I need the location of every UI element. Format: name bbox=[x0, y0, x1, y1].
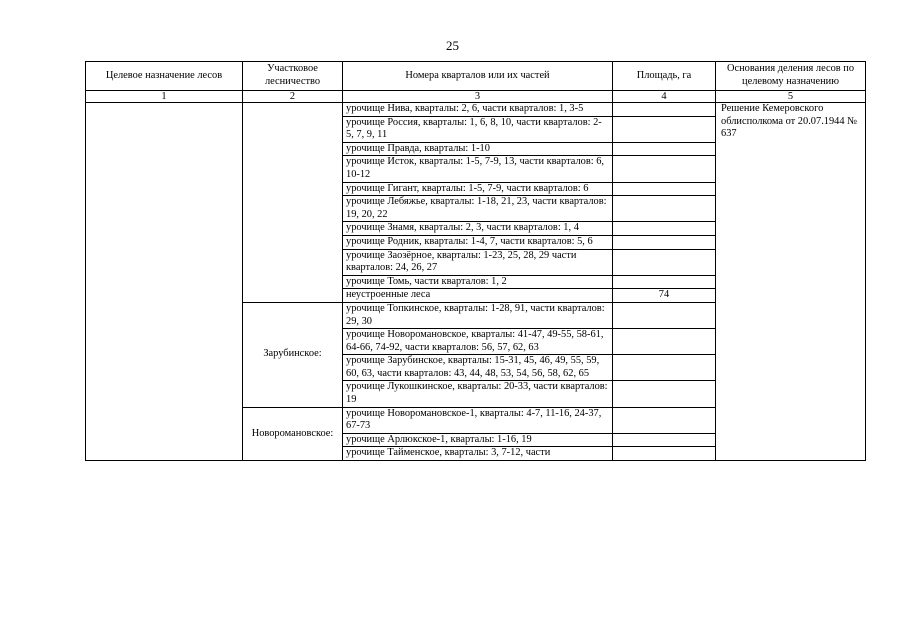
quarters-cell: урочище Гигант, кварталы: 1-5, 7-9, части кварталов: 6 bbox=[343, 182, 613, 196]
quarters-cell: урочище Новоромановское, кварталы: 41-47, 49-55, 58-61, 64-66, 74-92, части кварталов: 56, 57, 62, 63 bbox=[343, 329, 613, 355]
area-cell bbox=[613, 182, 716, 196]
quarters-cell: урочище Томь, части кварталов: 1, 2 bbox=[343, 275, 613, 289]
quarters-cell: урочище Нива, кварталы: 2, 6, части кварталов: 1, 3-5 bbox=[343, 103, 613, 117]
quarters-cell: урочище Лебяжье, кварталы: 1-18, 21, 23, части кварталов: 19, 20, 22 bbox=[343, 196, 613, 222]
area-cell bbox=[613, 355, 716, 381]
forest-purpose-table bbox=[85, 61, 866, 461]
column-number-row bbox=[86, 91, 866, 103]
area-cell bbox=[613, 196, 716, 222]
header-forestry: Участковое лесничество bbox=[243, 62, 343, 91]
quarters-cell: урочище Арлюкское-1, кварталы: 1-16, 19 bbox=[343, 433, 613, 447]
table-row bbox=[86, 103, 866, 117]
column-number: 2 bbox=[243, 91, 343, 103]
area-cell bbox=[613, 116, 716, 142]
column-number: 1 bbox=[86, 91, 243, 103]
forestry-cell: Новороманoвское: bbox=[243, 407, 343, 460]
header-row bbox=[86, 62, 866, 91]
area-cell bbox=[613, 407, 716, 433]
header-quarters: Номера кварталов или их частей bbox=[343, 62, 613, 91]
area-cell bbox=[613, 142, 716, 156]
quarters-cell: урочище Новороманoвское-1, кварталы: 4-7, 11-16, 24-37, 67-73 bbox=[343, 407, 613, 433]
area-cell bbox=[613, 329, 716, 355]
area-cell: 74 bbox=[613, 289, 716, 303]
column-number: 3 bbox=[343, 91, 613, 103]
quarters-cell: урочище Лукошкинское, кварталы: 20-33, части кварталов: 19 bbox=[343, 381, 613, 407]
quarters-cell: урочище Родник, кварталы: 1-4, 7, части кварталов: 5, 6 bbox=[343, 235, 613, 249]
quarters-cell: урочище Россия, кварталы: 1, 6, 8, 10, части кварталов: 2-5, 7, 9, 11 bbox=[343, 116, 613, 142]
quarters-cell: урочище Топкинское, кварталы: 1-28, 91, части кварталов: 29, 30 bbox=[343, 302, 613, 328]
quarters-cell: урочище Заозёрное, кварталы: 1-23, 25, 28, 29 части кварталов: 24, 26, 27 bbox=[343, 249, 613, 275]
basis-cell: Решение Кемеровского облисполкома от 20.07.1944 № 637 bbox=[716, 103, 866, 461]
quarters-cell: урочище Знамя, кварталы: 2, 3, части кварталов: 1, 4 bbox=[343, 222, 613, 236]
column-number: 4 bbox=[613, 91, 716, 103]
quarters-cell: урочище Зарубинское, кварталы: 15-31, 45, 46, 49, 55, 59, 60, 63, части кварталов: 43, 44, 48, 53, 54, 56, 58, 62, 65 bbox=[343, 355, 613, 381]
quarters-cell: урочище Исток, кварталы: 1-5, 7-9, 13, части кварталов: 6, 10-12 bbox=[343, 156, 613, 182]
purpose-cell bbox=[86, 103, 243, 461]
area-cell bbox=[613, 275, 716, 289]
area-cell bbox=[613, 447, 716, 461]
header-purpose: Целевое назначение лесов bbox=[86, 62, 243, 91]
quarters-cell: урочище Тайменское, кварталы: 3, 7-12, части bbox=[343, 447, 613, 461]
quarters-cell: неустроенные леса bbox=[343, 289, 613, 303]
area-cell bbox=[613, 249, 716, 275]
column-number: 5 bbox=[716, 91, 866, 103]
area-cell bbox=[613, 103, 716, 117]
forestry-cell: Зарубинское: bbox=[243, 302, 343, 407]
page-number: 25 bbox=[446, 38, 459, 53]
area-cell bbox=[613, 302, 716, 328]
area-cell bbox=[613, 222, 716, 236]
area-cell bbox=[613, 235, 716, 249]
header-basis: Основания деления лесов по целевому назначению bbox=[716, 62, 866, 91]
forestry-cell bbox=[243, 103, 343, 303]
area-cell bbox=[613, 156, 716, 182]
quarters-cell: урочище Правда, кварталы: 1-10 bbox=[343, 142, 613, 156]
area-cell bbox=[613, 433, 716, 447]
area-cell bbox=[613, 381, 716, 407]
header-area: Площадь, га bbox=[613, 62, 716, 91]
